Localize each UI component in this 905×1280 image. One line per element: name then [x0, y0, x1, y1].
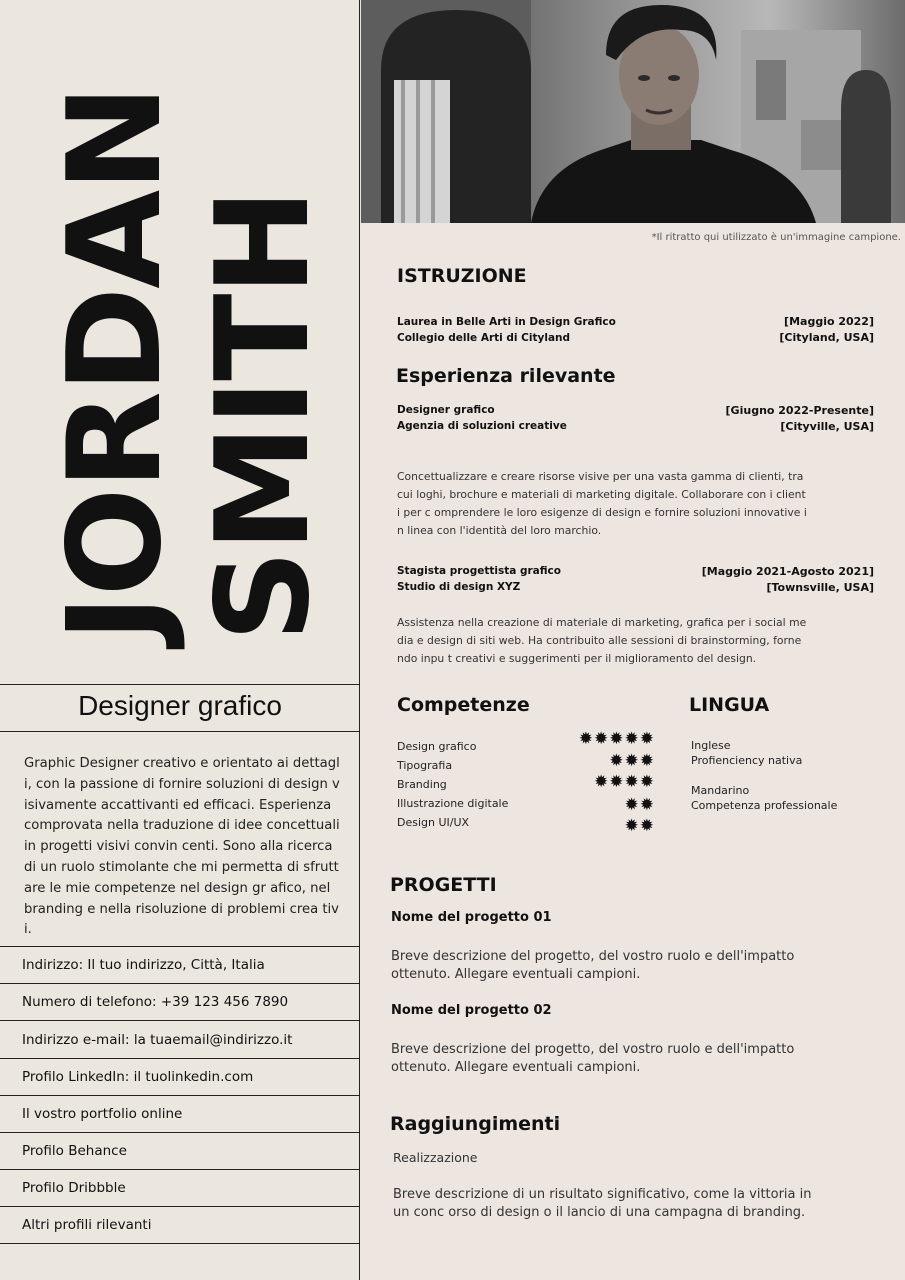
first-name: JORDAN — [41, 86, 190, 642]
divider — [0, 946, 360, 947]
education-meta — [779, 314, 874, 345]
left-column — [0, 0, 360, 1280]
job-title: Stagista progettista grafico — [397, 565, 561, 577]
contact-phone: Numero di telefono: +39 123 456 7890 — [22, 994, 289, 1010]
project-description: Breve descrizione del progetto, del vostro ruolo e dell'impatto ottenuto. Allegare eventuali campioni. — [391, 1042, 795, 1075]
divider — [0, 1058, 360, 1059]
divider — [0, 1020, 360, 1021]
contact-email: Indirizzo e-mail: la tuaemail@indirizzo.it — [22, 1032, 293, 1048]
role-title: Designer grafico — [78, 690, 282, 721]
skill-name: Illustrazione digitale — [397, 797, 509, 810]
job-entry — [397, 564, 561, 595]
contact-dribbble: Profilo Dribbble — [22, 1180, 126, 1196]
skill-name: Tipografia — [397, 759, 453, 772]
divider — [0, 1132, 360, 1133]
last-name: SMITH — [189, 190, 338, 642]
skill-rating-stars: ✹✹✹✹ — [594, 772, 655, 792]
achievements-heading: Raggiungimenti — [390, 1113, 561, 1135]
profile-summary: Graphic Designer creativo e orientato ai dettagli, con la passione di fornire soluzioni di design visivamente accattivanti ed efficaci. Esperienza comprovata nella traduzione di idee concettuali in progetti visivi convin centi. Sono alla ricerca di un ruolo stimolante che mi permetta di sfruttare le mie competenze nel design gr afico, nel branding e nella risoluzione di problemi crea tivi. — [24, 756, 340, 938]
language-item — [691, 738, 802, 768]
skill-rating-stars: ✹✹✹✹✹ — [578, 729, 655, 749]
education-heading: ISTRUZIONE — [397, 265, 527, 287]
education-place: [Cityland, USA] — [779, 330, 874, 344]
language-level: Profienciency nativa — [691, 754, 803, 767]
skill-rating-stars: ✹✹ — [624, 816, 655, 836]
education-date: [Maggio 2022] — [784, 315, 874, 328]
education-entry — [397, 315, 616, 346]
degree: Laurea in Belle Arti in Design Grafico — [397, 316, 616, 328]
job-meta — [702, 564, 874, 595]
divider — [0, 1206, 360, 1207]
divider — [0, 731, 360, 732]
projects-heading: PROGETTI — [390, 874, 497, 896]
photo-caption: *Il ritratto qui utilizzato è un'immagine campione. — [651, 232, 901, 243]
job-date: [Maggio 2021-Agosto 2021] — [701, 565, 874, 578]
project-description: Breve descrizione del progetto, del vostro ruolo e dell'impatto ottenuto. Allegare eventuali campioni. — [391, 949, 795, 982]
skill-rating-stars: ✹✹ — [624, 795, 655, 815]
language-item — [691, 783, 837, 813]
skill-name: Branding — [397, 778, 447, 791]
divider — [0, 1095, 360, 1096]
achievement-description: Breve descrizione di un risultato significativo, come la vittoria in un conc orso di design o il lancio di una campagna di branding. — [393, 1187, 812, 1220]
portrait-photo — [361, 0, 905, 223]
contact-linkedin: Profilo LinkedIn: il tuolinkedin.com — [22, 1069, 254, 1085]
contact-behance: Profilo Behance — [22, 1143, 127, 1159]
language-heading: LINGUA — [689, 694, 770, 716]
skill-rating-stars: ✹✹✹ — [609, 751, 655, 771]
job-description: Concettualizzare e creare risorse visive per una vasta gamma di clienti, tra cui loghi, brochure e materiali di marketing digitale. Collaborare con i clienti per c omprendere le loro esigenze di design e fornire soluzioni innovative in linea con l'identità del loro marchio. — [397, 470, 807, 537]
contact-portfolio: Il vostro portfolio online — [22, 1106, 183, 1122]
achievement-title: Realizzazione — [393, 1150, 478, 1165]
job-company: Studio di design XYZ — [397, 580, 521, 593]
contact-other: Altri profili rilevanti — [22, 1217, 152, 1233]
job-entry — [397, 403, 567, 434]
job-title: Designer grafico — [397, 404, 495, 416]
job-company: Agenzia di soluzioni creative — [397, 419, 567, 432]
job-description: Assistenza nella creazione di materiale di marketing, grafica per i social media e design di siti web. Ha contribuito alle sessioni di brainstorming, fornendo inpu t creativi e suggerimenti per il miglioramento del design. — [397, 616, 807, 665]
divider — [0, 983, 360, 984]
project-title: Nome del progetto 01 — [391, 910, 552, 925]
experience-heading: Esperienza rilevante — [396, 365, 616, 387]
skill-name: Design UI/UX — [397, 816, 470, 829]
job-meta — [726, 403, 874, 434]
divider — [0, 684, 360, 685]
divider — [0, 1243, 360, 1244]
job-place: [Townsville, USA] — [766, 580, 874, 594]
contact-address: Indirizzo: Il tuo indirizzo, Città, Italia — [22, 957, 265, 973]
job-place: [Cityville, USA] — [780, 419, 874, 433]
divider — [0, 1169, 360, 1170]
language-name: Mandarino — [691, 784, 750, 797]
language-name: Inglese — [691, 739, 731, 752]
skills-heading: Competenze — [397, 694, 530, 716]
language-level: Competenza professionale — [691, 799, 838, 812]
job-date: [Giugno 2022-Presente] — [725, 404, 874, 417]
project-title: Nome del progetto 02 — [391, 1003, 552, 1018]
school: Collegio delle Arti di Cityland — [397, 331, 571, 344]
skill-name: Design grafico — [397, 740, 477, 753]
